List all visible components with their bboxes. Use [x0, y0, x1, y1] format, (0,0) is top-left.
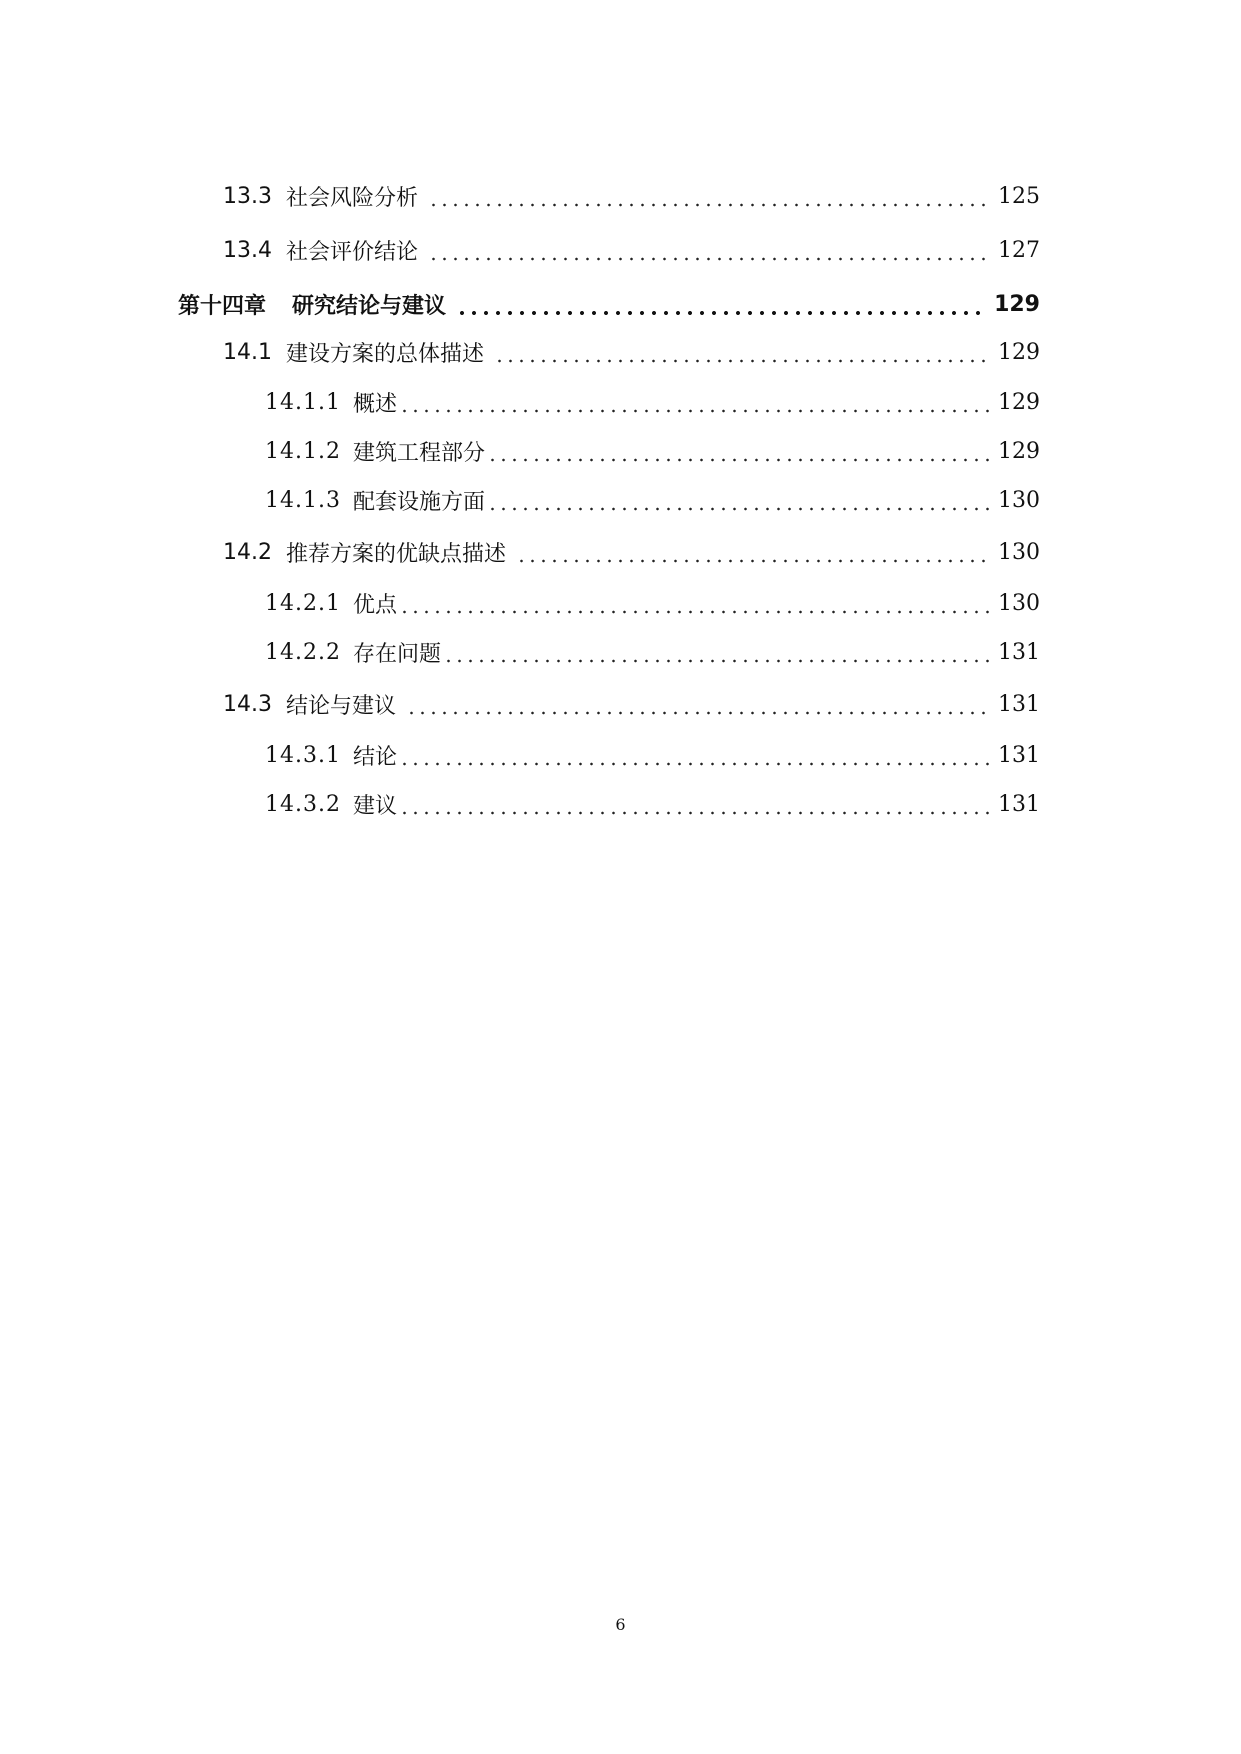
dot-leader [487, 494, 990, 518]
toc-entry-page: 129 [998, 389, 1040, 415]
toc-entry-title: 配套设施方面 [352, 489, 485, 515]
toc-entry-page: 130 [998, 590, 1040, 616]
toc-entry-page: 129 [998, 339, 1040, 365]
dot-leader [399, 396, 990, 420]
toc-subentry[interactable] [265, 384, 1040, 420]
toc-entry[interactable] [223, 232, 1040, 268]
dot-leader [399, 749, 990, 773]
toc-entry-title: 社会评价结论 [285, 239, 418, 265]
dot-leader [443, 646, 990, 670]
toc-entry-page: 130 [998, 487, 1040, 513]
toc-entry-page: 125 [998, 183, 1040, 209]
dot-leader [456, 298, 986, 322]
toc-entry[interactable] [223, 178, 1040, 214]
dot-leader [494, 346, 990, 370]
dot-leader [516, 546, 990, 570]
dot-leader [428, 190, 990, 214]
toc-subentry[interactable] [265, 786, 1040, 822]
toc-entry-page: 130 [998, 539, 1040, 565]
toc-entry-title: 社会风险分析 [285, 185, 418, 211]
toc-entry-number: 14.1.2 [265, 438, 341, 464]
toc-entry-number: 13.4 [223, 237, 272, 263]
toc-entry-title: 建设方案的总体描述 [285, 341, 484, 367]
toc-entry-page: 131 [998, 791, 1040, 817]
dot-leader [428, 244, 990, 268]
page-number: 6 [615, 1615, 626, 1634]
toc-entry-page: 131 [998, 639, 1040, 665]
toc-chapter-title: 研究结论与建议 [292, 293, 447, 319]
dot-leader [406, 698, 990, 722]
toc-entry-title: 结论与建议 [285, 693, 396, 719]
toc-entry-title: 结论 [352, 744, 397, 770]
dot-leader [487, 445, 990, 469]
toc-entry-number: 14.1 [223, 339, 272, 365]
dot-leader [399, 597, 990, 621]
toc-entry-title: 概述 [352, 391, 397, 417]
toc-entry-page: 131 [998, 691, 1040, 717]
toc-entry[interactable] [223, 686, 1040, 722]
toc-entry-number: 14.1.1 [265, 389, 341, 415]
toc-entry-title: 推荐方案的优缺点描述 [285, 541, 506, 567]
toc-entry-page: 129 [994, 291, 1040, 317]
toc-entry-number: 14.1.3 [265, 487, 341, 513]
toc-subentry[interactable] [265, 585, 1040, 621]
toc-entry[interactable] [223, 534, 1040, 570]
toc-entry-title: 建议 [352, 793, 397, 819]
toc-entry-number: 14.3.2 [265, 791, 341, 817]
dot-leader [399, 798, 990, 822]
toc-subentry[interactable] [265, 482, 1040, 518]
toc-entry-number: 13.3 [223, 183, 272, 209]
toc-entry-title: 存在问题 [352, 641, 441, 667]
toc-subentry[interactable] [265, 634, 1040, 670]
toc-entry-title: 优点 [352, 592, 397, 618]
toc-entry-number: 14.3 [223, 691, 272, 717]
toc-subentry[interactable] [265, 737, 1040, 773]
toc-entry-number: 14.2.1 [265, 590, 341, 616]
toc-chapter-number: 第十四章 [178, 293, 267, 319]
toc-entry[interactable] [223, 334, 1040, 370]
toc-entry-title: 建筑工程部分 [352, 440, 485, 466]
toc-entry-number: 14.3.1 [265, 742, 341, 768]
toc-entry-page: 127 [998, 237, 1040, 263]
toc-entry-number: 14.2 [223, 539, 272, 565]
toc-subentry[interactable] [265, 433, 1040, 469]
toc-entry-page: 131 [998, 742, 1040, 768]
toc-entry-number: 14.2.2 [265, 639, 341, 665]
toc-chapter-entry[interactable] [178, 286, 1040, 322]
toc-entry-page: 129 [998, 438, 1040, 464]
